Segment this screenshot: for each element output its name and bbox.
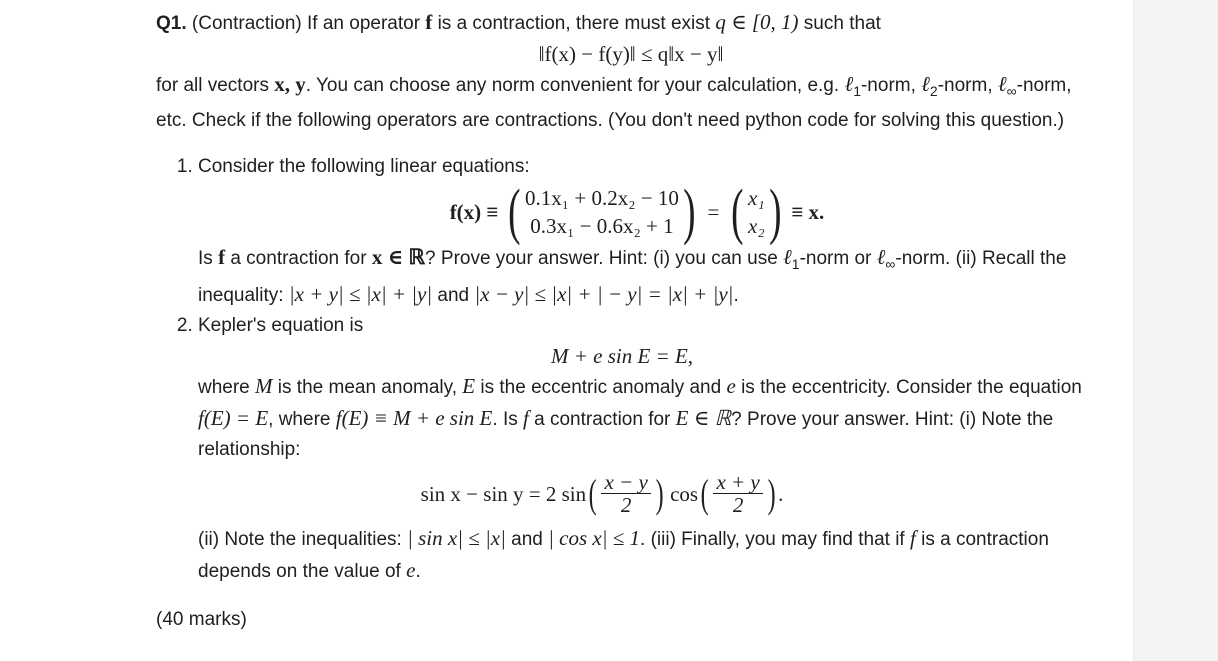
item1-q-d: -norm or (799, 247, 877, 269)
intro-text-c: such that (798, 13, 881, 34)
cos-label: cos (670, 481, 699, 506)
norminf-symbol: ℓ (997, 72, 1007, 96)
item1-norminf-sub: ∞ (885, 255, 896, 272)
q1-description (156, 69, 1106, 136)
norm1-symbol: ℓ (844, 72, 854, 96)
item1-and: and (432, 284, 475, 306)
triangle-inequality-1: |x + y| ≤ |x| + |y| (288, 281, 433, 306)
desc-text-e: -norm, etc. Check if the following operators are contractions. (You don't need python code for solving this question.) (156, 75, 1072, 131)
item1-lead: 1. Consider the following linear equations: (198, 155, 530, 177)
fraction-1 (601, 471, 650, 516)
vector-entries (748, 184, 765, 240)
q1-intro (156, 7, 1106, 39)
kepler-equation: M + e sin E = E, (550, 343, 694, 368)
norm1-sub: 1 (853, 82, 861, 99)
contraction-inequality: ‖f(x) − f(y)‖ ≤ q‖x − y‖ (538, 42, 724, 66)
intro-text-b: is a contraction, there must exist (432, 13, 716, 34)
q-condition: q ∈ [0, 1) (715, 10, 799, 34)
item1-q-a: Is (198, 247, 219, 269)
question-label: Q1. (156, 13, 187, 34)
eccentric-anomaly-symbol: E (462, 373, 476, 398)
item2-p-d: is the eccentricity. Consider the equation (735, 376, 1082, 398)
question-content (156, 7, 1106, 635)
equals-sign: = (707, 199, 720, 224)
item2-h-b: . (iii) Finally, you may find that if (640, 528, 910, 550)
sine-identity-lhs: sin x − sin y = 2 sin (420, 481, 587, 506)
norm2-sub: 2 (929, 82, 938, 99)
scrollbar-track[interactable] (1133, 0, 1218, 661)
norminf-sub: ∞ (1006, 82, 1017, 99)
item1-end: . (733, 284, 739, 306)
item1-norm1-sub: 1 (791, 255, 800, 272)
marks-label: (40 marks) (156, 608, 247, 630)
fraction-2-numerator: x + y (713, 471, 762, 494)
desc-text-a: for all vectors (156, 75, 275, 96)
fraction-2-denominator: 2 (732, 493, 744, 518)
fixed-point-equation: f(E) = E (198, 405, 269, 430)
norm2-symbol: ℓ (921, 72, 930, 96)
eccentricity-symbol: e (726, 373, 736, 398)
matrix-rows (525, 184, 679, 240)
item1-q-e: -norm. (ii) Recall the inequality: (198, 247, 1067, 306)
desc-text-d: -norm, (937, 75, 998, 96)
matrix-row-2: 0.3x₁ − 0.6x₂ + 1 (530, 213, 674, 238)
list-item-1 (198, 152, 1106, 311)
item1-f-symbol: f (218, 244, 226, 269)
desc-text-b: . You can choose any norm convenient for your calculation, e.g. (305, 75, 845, 96)
item2-f-symbol: f (523, 405, 529, 430)
matrix-row-1: 0.1x₁ + 0.2x₂ − 10 (525, 185, 679, 210)
fraction-1-denominator: 2 (620, 493, 632, 518)
item2-p-c: is the eccentric anomaly and (475, 376, 727, 398)
item2-p-g: a contraction for (528, 408, 676, 430)
item2-hints (198, 523, 1106, 587)
item2-p-h: ? Prove your answer. Hint: (i) Note the relationship: (198, 408, 1054, 460)
vector-entry-2: x₂ (748, 213, 765, 238)
intro-text-a: (Contraction) If an operator (186, 13, 426, 34)
list-item-2 (198, 311, 1106, 587)
item1-norm1: ℓ (783, 244, 792, 269)
item1-domain: x ∈ ℝ (371, 244, 426, 269)
item2-h-a: (ii) Note the inequalities: (198, 528, 408, 550)
sine-bound: | sin x| ≤ |x| (407, 525, 506, 550)
linear-system-equation: f(x) ≡ ( 0.1x₁ + 0.2x₂ − 10 0.3x₁ − 0.6x₂ + 1 ) = ( x₁ x₂ ) ≡ x. (449, 177, 825, 246)
system-rhs: ≡ x. (791, 199, 825, 224)
item1-norminf: ℓ (876, 244, 886, 269)
question-list (156, 152, 1106, 587)
item2-hint-e: e (406, 557, 416, 582)
vectors-symbol: x, y (274, 72, 306, 96)
vector-entry-1: x₁ (748, 185, 765, 210)
fraction-1-numerator: x − y (601, 471, 650, 494)
item2-h-end: . (415, 560, 421, 582)
triangle-inequality-2: |x − y| ≤ |x| + | − y| = |x| + |y| (474, 281, 734, 306)
item2-domain: E ∈ ℝ (675, 405, 732, 430)
item2-p-f: . Is (492, 408, 524, 430)
function-definition: f(E) ≡ M + e sin E (335, 405, 493, 430)
item2-p-a: where (198, 376, 256, 398)
item2-lead: 2. Kepler's equation is (198, 314, 364, 336)
identity-period: . (778, 481, 784, 506)
item1-q-b: a contraction for (225, 247, 372, 269)
item2-hint-f: f (909, 525, 916, 550)
item2-h-c: is a contraction depends on the value of (198, 528, 1049, 582)
system-lhs: f(x) ≡ (449, 199, 499, 224)
operator-symbol: f (425, 10, 433, 34)
item2-description (198, 371, 1106, 465)
cosine-bound: | cos x| ≤ 1 (548, 525, 641, 550)
fraction-2 (713, 471, 762, 516)
item2-p-b: is the mean anomaly, (272, 376, 463, 398)
desc-text-c: -norm, (860, 75, 922, 96)
item1-question (198, 242, 1106, 311)
sine-identity: sin x − sin y = 2 sin ( $\frac{x - y}{2}$ ) cos ( $\frac{x + y}{2}$ ) . (420, 470, 784, 518)
item2-p-e: , where (268, 408, 336, 430)
mean-anomaly-symbol: M (255, 373, 273, 398)
item2-h-and: and (505, 528, 549, 550)
item1-q-c: ? Prove your answer. Hint: (i) you can use (425, 247, 784, 269)
